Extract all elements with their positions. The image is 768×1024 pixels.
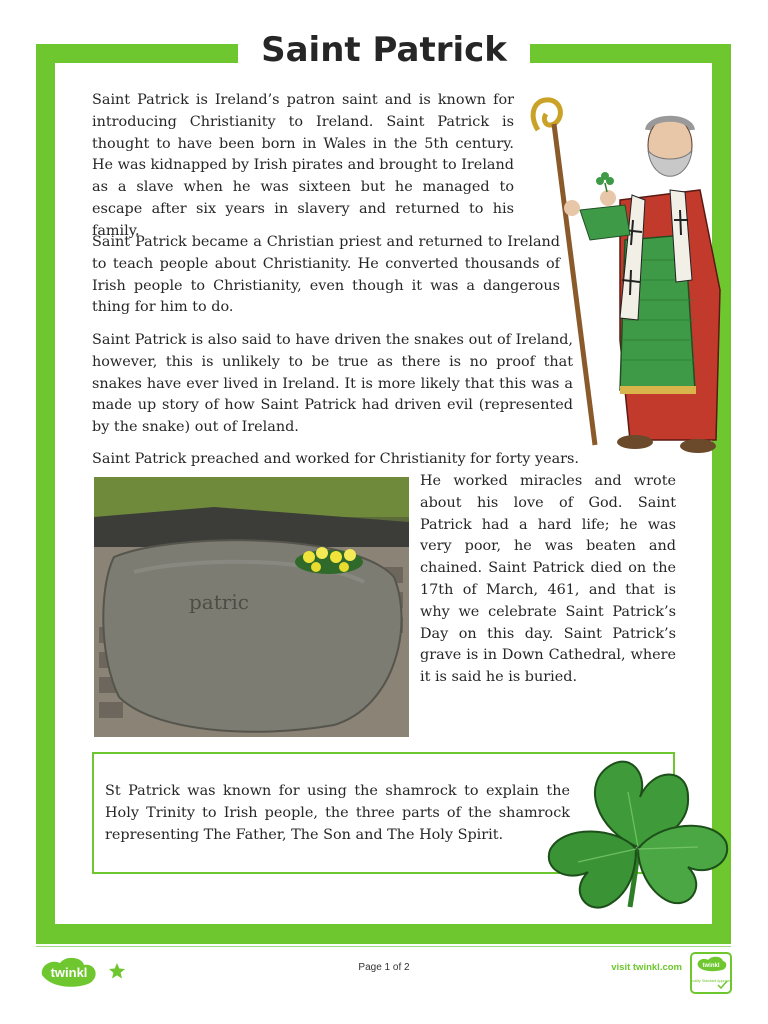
footer-divider [36,940,731,944]
shamrock-icon [538,752,733,924]
paragraph-preached: Saint Patrick preached and worked for Christianity for forty years. [92,451,580,467]
fact-box-text: St Patrick was known for using the shamrock to explain the Holy Trinity to Irish people, the three parts of the shamrock representing The Father, The Son and The Holy Spirit. [105,783,570,843]
quality-badge [690,952,732,994]
svg-text:Quality Standard Approved: Quality Standard Approved [690,979,732,983]
stone-carving-text: patric [189,590,249,614]
svg-text:twinkl: twinkl [50,965,88,980]
paragraph-miracles: He worked miracles and wrote about his love of God. Saint Patrick had a hard life; he was very poor, he was beaten and chained. Saint Patrick died on the 17th of March, 461, and that is why we celebrate Saint Patrick’s Day on this day. Saint Patrick’s grave is in Down Cathedral, where it is said he is buried. [420,473,676,686]
paragraph-snakes: Saint Patrick is also said to have driven the snakes out of Ireland, however, this is unlikely to be true as there is no proof that snakes have ever lived in Ireland. It is more likely that this was a made up story of how Saint Patrick had driven evil (represented by the snake) out of Ireland. [92,332,573,436]
paragraph-priest: Saint Patrick became a Christian priest and returned to Ireland to teach people about Christianity. He converted thousands of Irish people to Christianity, even though it was a dangerous thing for him to do. [92,234,560,316]
twinkl-logo[interactable] [38,955,100,989]
visit-link[interactable]: visit twinkl.com [611,962,682,973]
page-title: Saint Patrick [261,30,507,70]
grave-stone-photo [94,477,409,737]
star-icon [108,962,126,980]
page-number: Page 1 of 2 [358,962,410,973]
svg-text:twinkl: twinkl [702,963,720,969]
saint-patrick-illustration [520,90,730,460]
footer-divider-thin [36,946,731,947]
paragraph-intro: Saint Patrick is Ireland’s patron saint and is known for introducing Christianity to Ireland. Saint Patrick is thought to have been born in Wales in the 5th century. He was kidnapped by Irish pirates and brought to Ireland as a slave when he was sixteen but he managed to escape after six years in slavery and returned to his family. [92,92,514,239]
